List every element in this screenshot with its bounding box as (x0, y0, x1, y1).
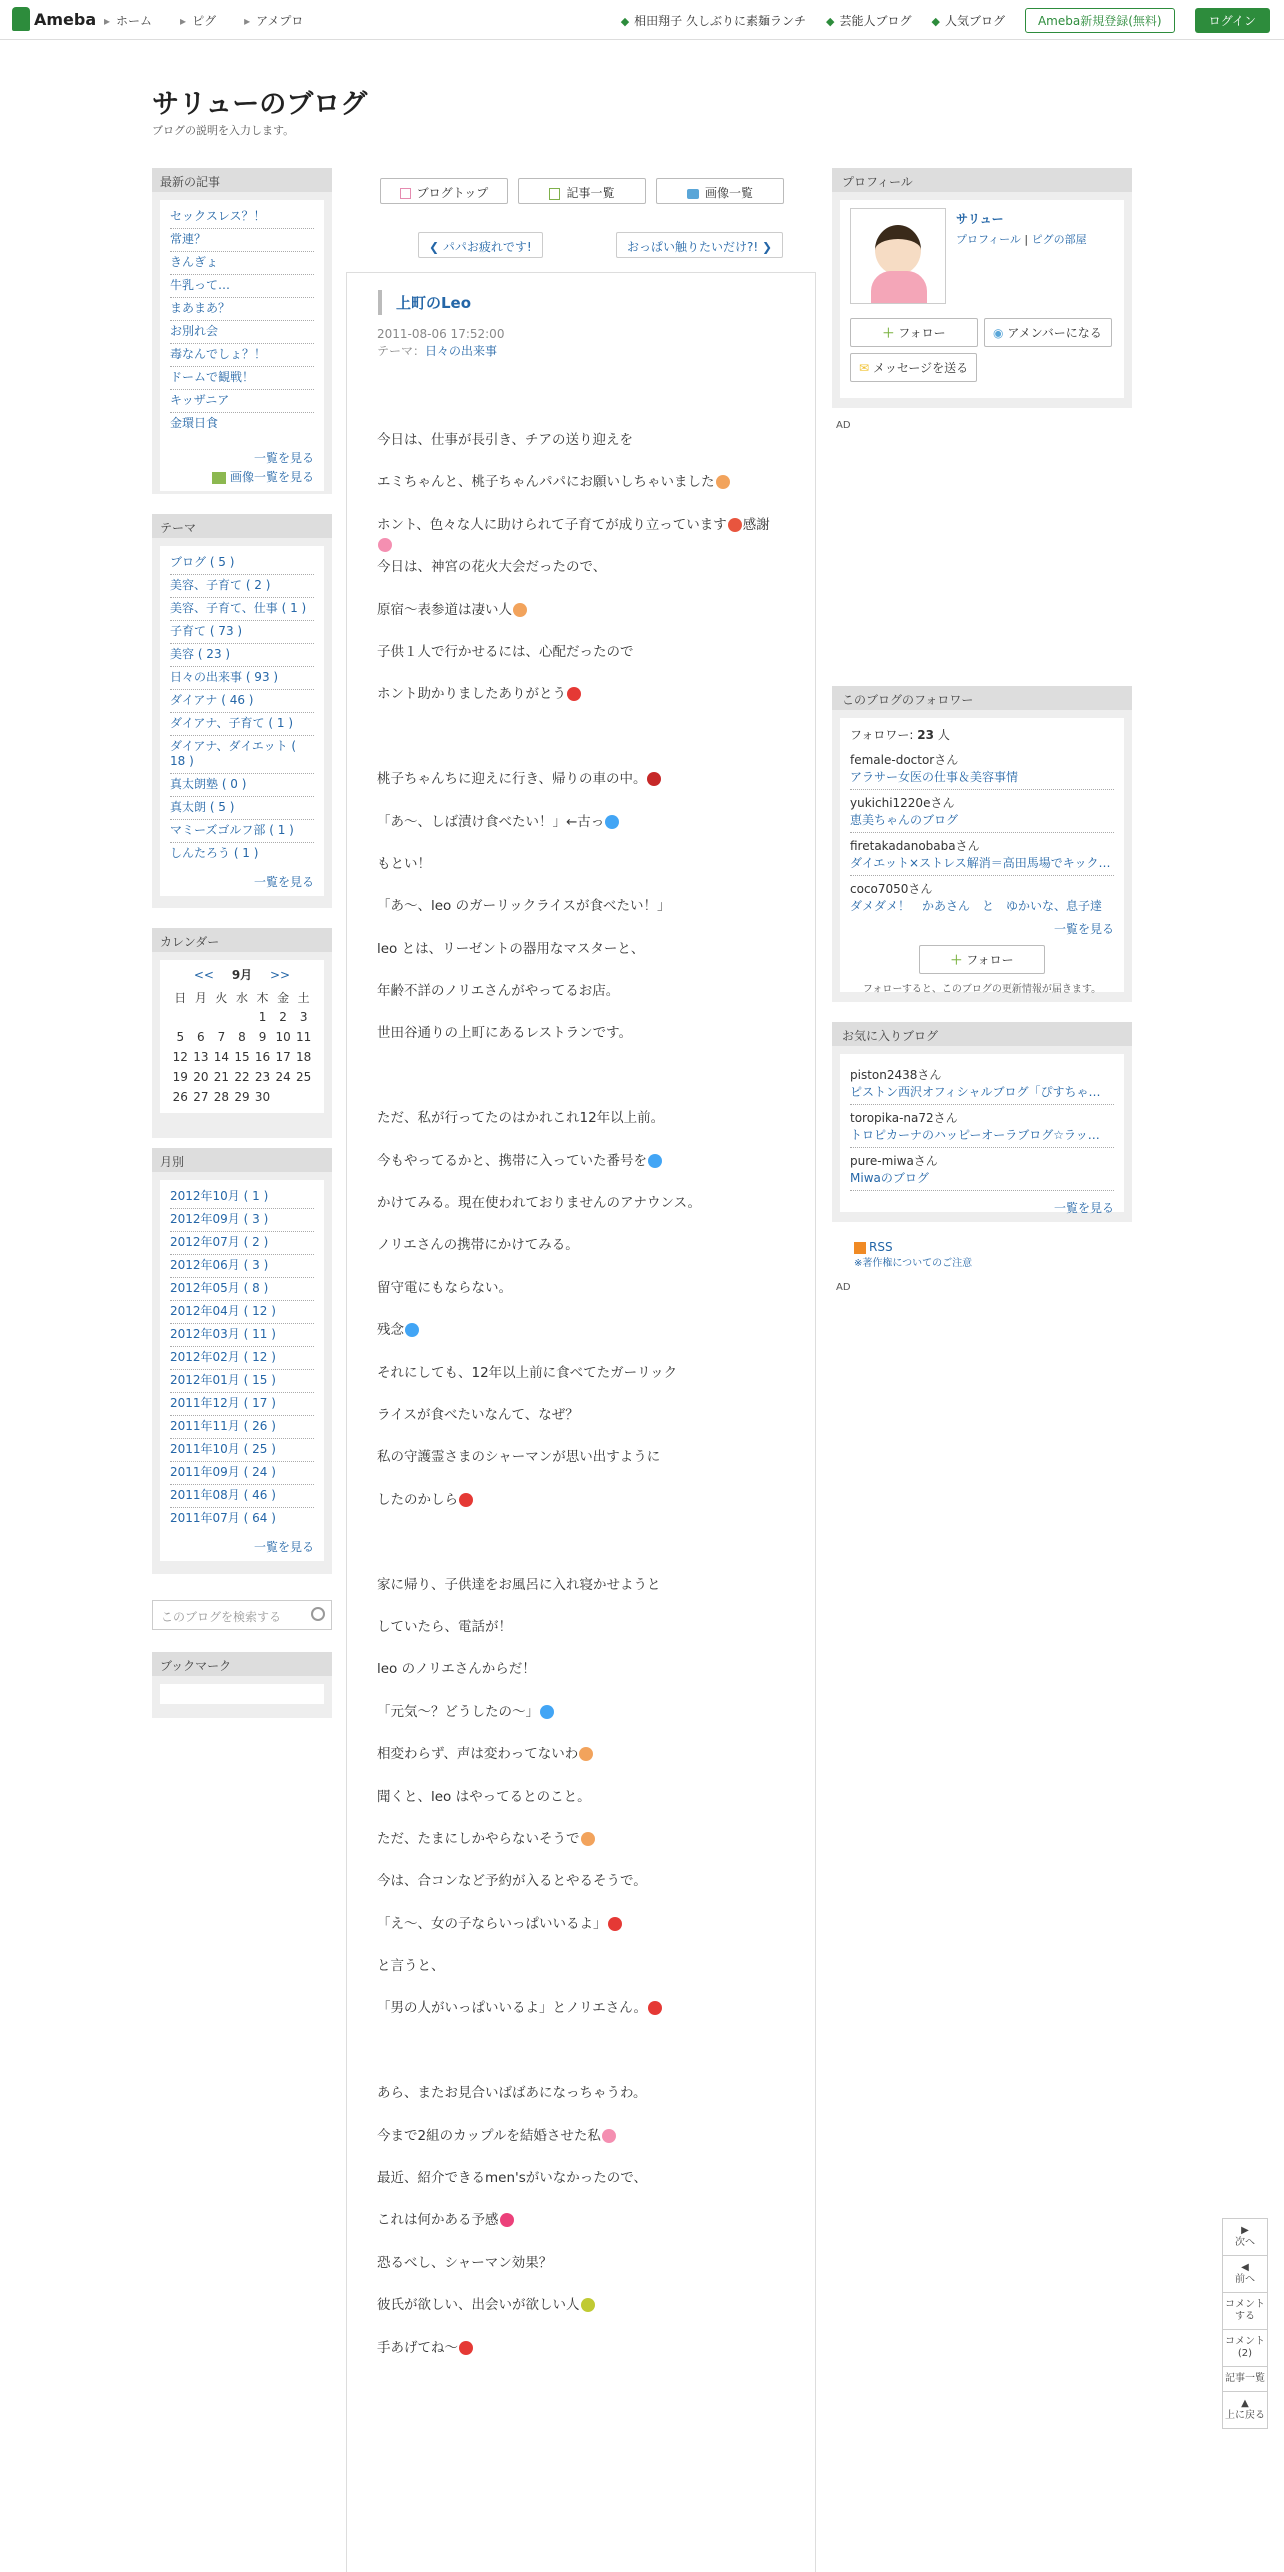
favorites-more-link[interactable]: 一覧を見る (1053, 1201, 1114, 1215)
body-line: 残念 (377, 1320, 797, 1362)
article-title[interactable]: 上町のLeo (378, 290, 471, 315)
nav-amepro[interactable]: ▸ アメプロ (244, 12, 303, 29)
body-line (377, 1066, 797, 1108)
exclamation-emoji-icon (608, 1917, 622, 1931)
list-item (170, 552, 314, 575)
list-item (170, 1439, 314, 1462)
list-item (170, 797, 314, 820)
recent-link[interactable]: きんぎょ (170, 255, 219, 269)
body-line: ただ、たまにしかやらないそうで (377, 1829, 797, 1871)
theme-more-link[interactable]: 一覧を見る (253, 875, 314, 889)
body-line: 聞くと、leo はやってるとのこと。 (377, 1788, 591, 1805)
theme-heading: テーマ (152, 514, 332, 538)
list-item (170, 621, 314, 644)
body-line: 彼氏が欲しい、出会いが欲しい人 (377, 2295, 797, 2337)
search-placeholder: このブログを検索する (161, 1610, 282, 1624)
copyright-note-link[interactable]: ※著作権についてのご注意 (854, 1258, 973, 1269)
recent-link[interactable]: 牛乳って… (170, 278, 231, 292)
calendar-next-link[interactable]: >> (270, 968, 291, 982)
prev-label: パパお疲れです! (442, 240, 532, 254)
home-icon (400, 188, 411, 199)
message-button[interactable]: ✉ メッセージを送る (850, 353, 977, 382)
calendar-inner (160, 960, 324, 1113)
up-arrow-icon: ▲ (1241, 2398, 1249, 2409)
mail-icon: ✉ (859, 361, 870, 375)
body-line (377, 2041, 797, 2083)
search-input[interactable] (152, 1600, 332, 1630)
list-item (170, 644, 314, 667)
ad-label-2: AD (836, 1282, 851, 1293)
tab-label: ブログトップ (416, 186, 489, 200)
follower-blog-link[interactable]: 恵美ちゃんのブログ (850, 813, 959, 827)
body-line: leo のノリエさんからだ！ (377, 1661, 536, 1678)
image-list-link[interactable]: 画像一覧を見る (229, 470, 314, 484)
face-emoji-icon (716, 475, 730, 489)
chevron-left-icon: ❮ (429, 240, 440, 254)
top-bar (0, 0, 1284, 40)
theme-link[interactable]: 美容 ( 23 ) (170, 647, 231, 661)
list-item (170, 367, 314, 390)
favorites-inner (840, 1054, 1124, 1215)
recent-link[interactable]: 金環日食 (170, 416, 219, 430)
article-list-button[interactable]: 記事一覧 (1223, 2367, 1267, 2392)
profile-box (832, 168, 1132, 408)
body-line: ホント助かりましたありがとう (377, 684, 797, 726)
month-link[interactable]: 2012年04月 ( 12 ) (170, 1304, 276, 1318)
face-emoji-icon (581, 1832, 595, 1846)
celebrity-blog-link[interactable]: ◆ 芸能人ブログ (826, 12, 911, 29)
bookmark-box (152, 1652, 332, 1718)
document-icon (549, 188, 560, 200)
next-label: おっぱい触りたいだけ?! (627, 240, 759, 254)
body-line: 「あ～、しば漬け食べたい！」←古っ (377, 812, 797, 854)
list-item (170, 298, 314, 321)
month-link[interactable]: 2012年02月 ( 12 ) (170, 1350, 276, 1364)
favorite-blog-link[interactable]: Miwaのブログ (850, 1171, 929, 1185)
follower-blog-link[interactable]: ダメダメ！ かあさん と ゆかいな、息子達 (850, 899, 1103, 913)
body-line: 留守電にもならない。 (377, 1279, 512, 1296)
tab-image-list[interactable] (656, 178, 784, 204)
body-line: 「男の人がいっぱいいるよ」とノリエさん。 (377, 1998, 797, 2040)
follower-count: 23 (917, 728, 934, 742)
article-body (377, 430, 797, 2380)
recent-link[interactable]: お別れ会 (170, 324, 219, 338)
profile-heading: プロフィール (832, 168, 1132, 192)
calendar-table: 日 月 火 水 木 金 土 1 2 3 5 6 7 8 9 10 11 12 13 14 15 16 17 18 19 20 21 22 23 24 25 26 27 28 29 30 (172, 990, 312, 1104)
play-icon: ▶ (1241, 2225, 1249, 2236)
body-line: ノリエさんの携帯にかけてみる。 (377, 1237, 579, 1254)
tab-article-list[interactable] (518, 178, 646, 204)
tab-blog-top[interactable] (380, 178, 508, 204)
monthly-more-link[interactable]: 一覧を見る (253, 1540, 314, 1554)
body-line: 世田谷通りの上町にあるレストランです。 (377, 1025, 633, 1042)
blog-title[interactable]: サリューのブログ (152, 89, 368, 120)
avatar[interactable] (850, 208, 946, 304)
back-to-top-button[interactable]: ▲ 上に戻る (1225, 2398, 1265, 2421)
bookmark-inner (160, 1684, 324, 1704)
follow-note: フォローすると、このブログの更新情報が届きます。 (862, 984, 1102, 995)
pigg-room-link[interactable]: ピグの部屋 (1031, 233, 1087, 246)
exclamation-emoji-icon (459, 2341, 473, 2355)
followers-heading: このブログのフォロワー (832, 686, 1132, 710)
list-item (170, 736, 314, 774)
list-item: piston2438さん ピストン西沢オフィシャルブログ「ぴすちゃ… (850, 1062, 1114, 1105)
logo-text: Ameba (34, 9, 97, 29)
article-theme-link[interactable]: 日々の出来事 (425, 344, 498, 358)
article-date: 2011-08-06 17:52:00 (377, 327, 505, 341)
body-line: 今日は、神宮の花火大会だったので、 (377, 559, 607, 576)
body-line (377, 1532, 797, 1574)
list-item (170, 229, 314, 252)
list-item (170, 843, 314, 865)
tab-label: 画像一覧 (704, 186, 753, 200)
list-item (170, 690, 314, 713)
followers-inner: フォロワー: 23 人 female-doctorさん アラサー女医の仕事＆美容事情 yukichi1220eさん 恵美ちゃんのブログ firetakadanobabaさん ダイエット×ストレス解消＝高田馬場でキック… coco7050さん ダメダメ！ かあさん と ゆかいな、息子達 一覧を見る ＋ フォロー フォローすると、このブログの更新情報が届きます。 (840, 718, 1124, 992)
question-emoji-icon (540, 1705, 554, 1719)
theme-label: テーマ： (377, 344, 426, 358)
calendar-heading: カレンダー (152, 928, 332, 952)
list-item (170, 820, 314, 843)
list-item (170, 1347, 314, 1370)
theme-link[interactable]: 子育て ( 73 ) (170, 624, 243, 638)
month-link[interactable]: 2011年10月 ( 25 ) (170, 1442, 276, 1456)
top-nav (104, 12, 303, 29)
list-item (170, 252, 314, 275)
monthly-inner (160, 1180, 324, 1561)
list-item (170, 1370, 314, 1393)
heart-emoji-icon (602, 2129, 616, 2143)
floating-nav (1222, 2218, 1268, 2429)
theme-link[interactable]: 真太朗塾 ( 0 ) (170, 777, 247, 791)
recent-link[interactable]: ドームで観戦！ (170, 370, 255, 384)
heart-emoji-icon (378, 538, 392, 552)
month-link[interactable]: 2011年12月 ( 17 ) (170, 1396, 276, 1410)
body-line: もとい！ (377, 855, 431, 872)
list-item (170, 1255, 314, 1278)
body-line: エミちゃんと、桃子ちゃんパパにお願いしちゃいました (377, 472, 797, 514)
recent-heading: 最新の記事 (152, 168, 332, 192)
heart-emoji-icon (500, 2213, 514, 2227)
bulb-emoji-icon (581, 2298, 595, 2312)
month-link[interactable]: 2011年07月 ( 64 ) (170, 1511, 276, 1525)
list-item (170, 206, 314, 229)
amember-button[interactable]: ◉ アメンバーになる (984, 318, 1112, 347)
body-line (377, 727, 797, 769)
body-line: あら、またお見合いばばあになっちゃうわ。 (377, 2085, 647, 2102)
image-icon (212, 472, 226, 484)
month-link[interactable]: 2012年07月 ( 2 ) (170, 1235, 269, 1249)
body-line: 相変わらず、声は変わってないわ (377, 1744, 797, 1786)
sweat-emoji-icon (405, 1323, 419, 1337)
list-item (170, 713, 314, 736)
recent-articles-box (152, 168, 332, 494)
body-line: 家に帰り、子供達をお風呂に入れ寝かせようと (377, 1576, 661, 1593)
month-link[interactable]: 2012年10月 ( 1 ) (170, 1189, 269, 1203)
follow-button-2[interactable]: ＋ フォロー (919, 945, 1045, 974)
list-item (170, 1186, 314, 1209)
face-emoji-icon (513, 603, 527, 617)
list-item: firetakadanobabaさん ダイエット×ストレス解消＝高田馬場でキック… (850, 833, 1114, 876)
nav-home[interactable]: ▸ ホーム (104, 12, 152, 29)
body-line: 今日は、仕事が長引き、チアの送り迎えを (377, 432, 633, 448)
list-item (170, 1508, 314, 1530)
theme-box (152, 514, 332, 908)
body-line: 手あげてね～ (377, 2338, 797, 2380)
body-line: 今は、合コンなど予約が入るとやるそうで。 (377, 1873, 647, 1890)
body-line: 原宿～表参道は凄い人 (377, 600, 797, 642)
list-item (170, 1462, 314, 1485)
body-line: 「あ～、leo のガーリックライスが食べたい！」 (377, 898, 671, 915)
nav-pigg[interactable]: ▸ ピグ (180, 12, 216, 29)
popular-blog-link[interactable]: ◆ 人気ブログ (931, 12, 1004, 29)
recent-link[interactable]: まあまあ？ (170, 301, 231, 315)
favorite-blog-link[interactable]: ピストン西沢オフィシャルブログ「ぴすちゃ… (850, 1085, 1101, 1099)
favorites-box (832, 1022, 1132, 1222)
follow-button[interactable]: ＋ フォロー (850, 318, 978, 347)
question-emoji-icon (648, 1154, 662, 1168)
recent-link[interactable]: 常連？ (170, 232, 207, 246)
plus-icon: ＋ (882, 326, 895, 340)
sparkle-emoji-icon (459, 1493, 473, 1507)
rss-block (854, 1240, 972, 1269)
month-link[interactable]: 2012年09月 ( 3 ) (170, 1212, 269, 1226)
article-meta (377, 326, 504, 360)
recent-link[interactable]: セックスレス？！ (170, 209, 266, 223)
body-line: 恐るべし、シャーマン効果？ (377, 2254, 553, 2271)
followers-box (832, 686, 1132, 1002)
rss-icon (854, 1242, 866, 1254)
recent-inner (160, 200, 324, 491)
list-item (170, 1324, 314, 1347)
theme-inner (160, 546, 324, 896)
login-button[interactable]: ログイン (1195, 8, 1270, 33)
theme-link[interactable]: ダイアナ、子育て ( 1 ) (170, 716, 294, 730)
camera-icon (687, 189, 699, 199)
body-line: ただ、私が行ってたのはかれこれ12年以上前。 (377, 1110, 665, 1127)
profile-name-link[interactable]: サリュー (956, 212, 1004, 226)
ameba-mascot-icon (12, 7, 30, 31)
list-item: yukichi1220eさん 恵美ちゃんのブログ (850, 790, 1114, 833)
back-icon: ◀ (1241, 2262, 1249, 2273)
rss-link[interactable]: RSS (869, 1240, 893, 1254)
month-link[interactable]: 2012年03月 ( 11 ) (170, 1327, 276, 1341)
list-item: pure-miwaさん Miwaのブログ (850, 1148, 1114, 1191)
list-item (170, 321, 314, 344)
month-link[interactable]: 2012年06月 ( 3 ) (170, 1258, 269, 1272)
amember-icon: ◉ (993, 326, 1004, 340)
list-item: female-doctorさん アラサー女医の仕事＆美容事情 (850, 747, 1114, 790)
theme-link[interactable]: 真太朗 ( 5 ) (170, 800, 235, 814)
blog-description: ブログの説明を入力します。 (152, 124, 295, 137)
face-emoji-icon (579, 1747, 593, 1761)
next-article-button[interactable] (616, 232, 783, 258)
recent-link[interactable]: 毒なんでしょ？！ (170, 347, 267, 361)
body-line: ホント、色々な人に助けられて子育てが成り立っています 感謝 (377, 515, 797, 557)
face-emoji-icon (728, 518, 742, 532)
list-item (170, 413, 314, 435)
calendar-month: 9月 (231, 968, 253, 982)
followers-more-link[interactable]: 一覧を見る (1053, 922, 1114, 936)
news-link[interactable]: ◆ 相田翔子 久しぶりに素麺ランチ (621, 12, 806, 29)
month-link[interactable]: 2011年08月 ( 46 ) (170, 1488, 276, 1502)
body-line: それにしても、12年以上前に食べてたガーリック (377, 1364, 678, 1381)
monthly-heading: 月別 (152, 1148, 332, 1172)
body-line: 「元気～？どうしたの～」 (377, 1702, 797, 1744)
profile-inner: サリュー プロフィール | ピグの部屋 ＋ フォロー ◉ アメンバーになる ✉ メッセージを送る (840, 200, 1124, 398)
body-line: していたら、電話が！ (377, 1618, 512, 1635)
month-link[interactable]: 2011年11月 ( 26 ) (170, 1419, 276, 1433)
month-link[interactable]: 2011年09月 ( 24 ) (170, 1465, 276, 1479)
comment-button[interactable]: コメントする (1223, 2293, 1267, 2330)
profile-link[interactable]: プロフィール (956, 233, 1021, 246)
list-item (170, 598, 314, 621)
theme-link[interactable]: 日々の出来事 ( 93 ) (170, 670, 279, 684)
list-item (170, 1301, 314, 1324)
list-item (170, 275, 314, 298)
tab-label: 記事一覧 (566, 186, 615, 200)
sweat-emoji-icon (605, 815, 619, 829)
calendar-box (152, 928, 332, 1138)
recent-more-link[interactable]: 一覧を見る (253, 451, 314, 465)
month-link[interactable]: 2012年01月 ( 15 ) (170, 1373, 276, 1387)
comment-count-button[interactable]: コメント(2) (1223, 2330, 1267, 2367)
body-line: 「え～、女の子ならいっぱいいるよ」 (377, 1914, 797, 1956)
ad-label: AD (836, 420, 851, 431)
follower-blog-link[interactable]: ダイエット×ストレス解消＝高田馬場でキック… (850, 856, 1111, 870)
favorite-blog-link[interactable]: トロピカーナのハッピーオーラブログ☆ラッ… (850, 1128, 1100, 1142)
list-item (170, 774, 314, 797)
body-line: 今まで2組のカップルを結婚させた私 (377, 2126, 797, 2168)
next-button[interactable]: ▶ 次へ (1223, 2219, 1267, 2256)
ameba-logo[interactable] (12, 7, 96, 31)
list-item (170, 1393, 314, 1416)
car-emoji-icon (647, 772, 661, 786)
exclamation-emoji-icon (567, 687, 581, 701)
recent-link[interactable]: キッザニア (170, 393, 230, 407)
body-line: これは何かある予感 (377, 2210, 797, 2252)
list-item (170, 344, 314, 367)
calendar-prev-link[interactable]: << (193, 968, 214, 982)
list-item (170, 1232, 314, 1255)
theme-link[interactable]: 美容、子育て ( 2 ) (170, 578, 271, 592)
theme-link[interactable]: ダイアナ ( 46 ) (170, 693, 254, 707)
prev-article-button[interactable] (418, 232, 543, 258)
list-item (170, 667, 314, 690)
body-line: 桃子ちゃんちに迎えに行き、帰りの車の中。 (377, 769, 797, 811)
body-line: 今もやってるかと、携帯に入っていた番号を (377, 1151, 797, 1193)
monthly-box (152, 1148, 332, 1574)
month-link[interactable]: 2012年05月 ( 8 ) (170, 1281, 269, 1295)
list-item (170, 390, 314, 413)
theme-link[interactable]: しんたろう ( 1 ) (170, 846, 259, 860)
list-item (170, 1485, 314, 1508)
exclamation-emoji-icon (648, 2001, 662, 2015)
body-line: したのかしら (377, 1490, 797, 1532)
theme-link[interactable]: ブログ ( 5 ) (170, 555, 235, 569)
chevron-right-icon: ❯ (762, 240, 773, 254)
body-line: 年齢不詳のノリエさんがやってるお店。 (377, 983, 620, 1000)
list-item (170, 1278, 314, 1301)
body-line: 私の守護霊さまのシャーマンが思い出すように (377, 1449, 661, 1466)
body-line: leo とは、リーゼントの器用なマスターと、 (377, 940, 645, 957)
top-right (621, 8, 1270, 33)
list-item (170, 575, 314, 598)
list-item (170, 1209, 314, 1232)
theme-link[interactable]: 美容、子育て、仕事 ( 1 ) (170, 601, 307, 615)
previous-button[interactable]: ◀ 前へ (1223, 2256, 1267, 2293)
list-item: coco7050さん ダメダメ！ かあさん と ゆかいな、息子達 (850, 882, 1103, 913)
list-item: toropika-na72さん トロピカーナのハッピーオーラブログ☆ラッ… (850, 1105, 1114, 1148)
theme-link[interactable]: マミーズゴルフ部 ( 1 ) (170, 823, 294, 837)
body-line: 最近、紹介できるmen'sがいなかったので、 (377, 2170, 647, 2187)
body-line: かけてみる。現在使われておりませんのアナウンス。 (377, 1195, 701, 1212)
register-button[interactable]: Ameba新規登録(無料) (1025, 8, 1175, 33)
search-icon[interactable] (311, 1607, 325, 1621)
plus-icon: ＋ (950, 953, 963, 967)
bookmark-heading: ブックマーク (152, 1652, 332, 1676)
favorites-heading: お気に入りブログ (832, 1022, 1132, 1046)
follower-blog-link[interactable]: アラサー女医の仕事＆美容事情 (850, 770, 1019, 784)
body-line: と言うと、 (377, 1958, 445, 1975)
body-line: ライスが食べたいなんて、なぜ？ (377, 1406, 579, 1423)
body-line: 子供１人で行かせるには、心配だったので (377, 643, 634, 660)
list-item (170, 1416, 314, 1439)
theme-link[interactable]: ダイアナ、ダイエット ( 18 ) (170, 739, 297, 768)
